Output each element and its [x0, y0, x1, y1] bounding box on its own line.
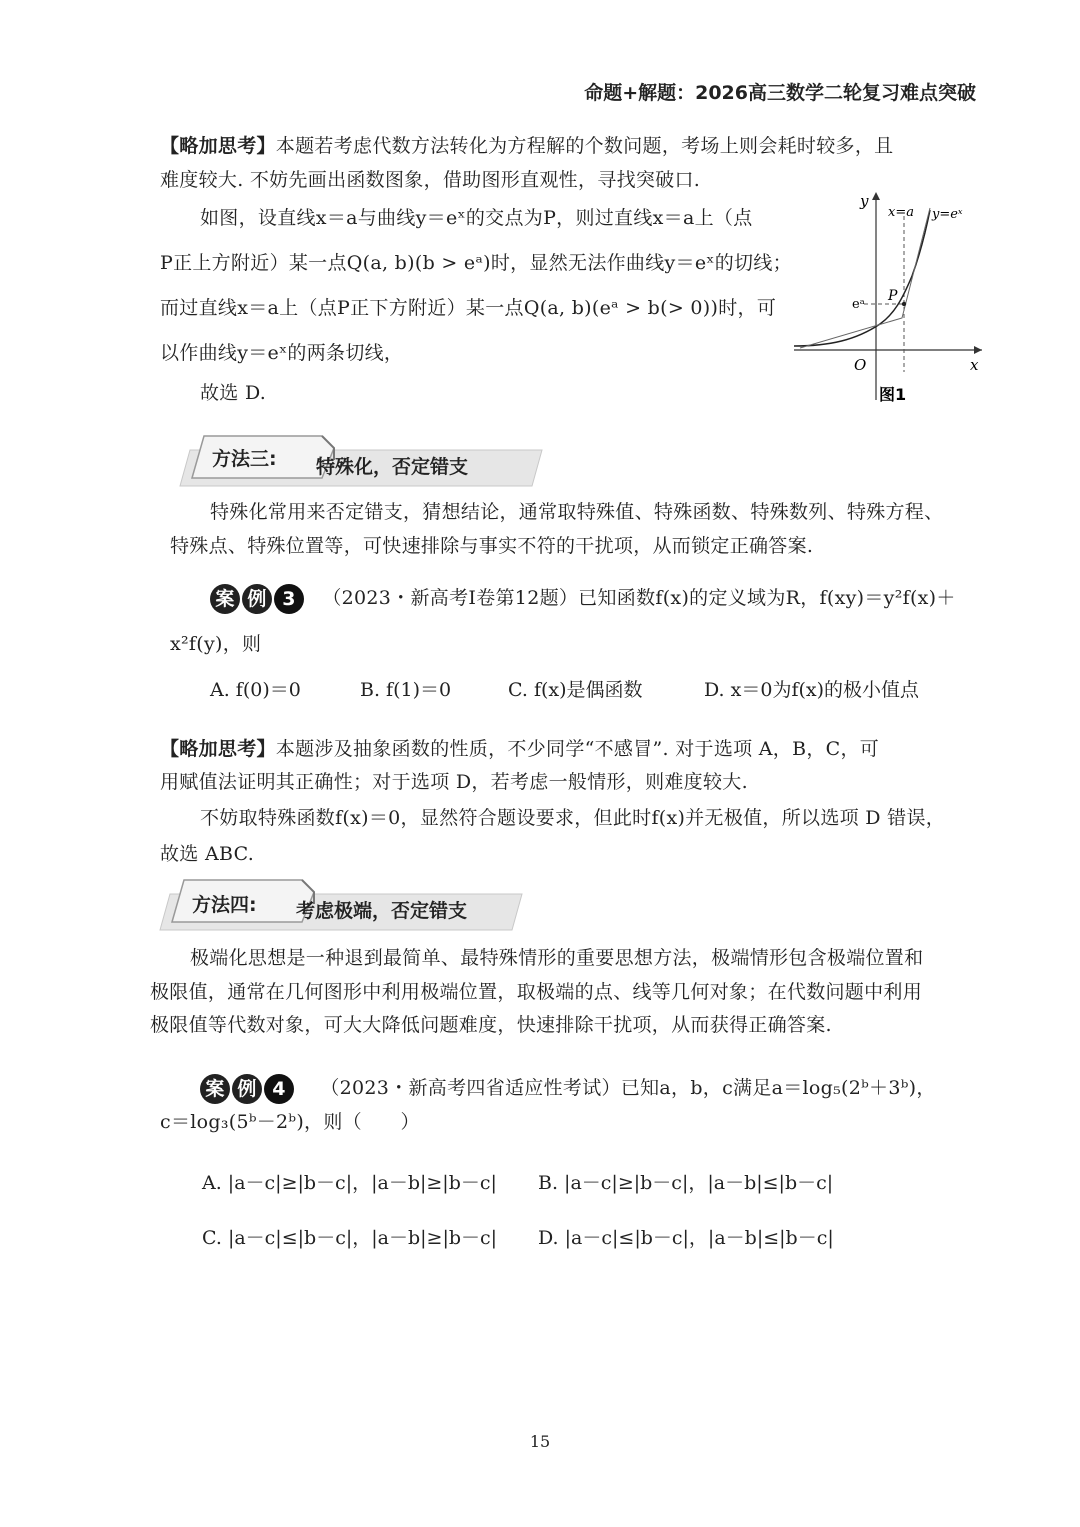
figure-caption: 图1 — [879, 385, 907, 404]
method-4-paragraph-2: 极限值，通常在几何图形中利用极端位置，取极端的点、线等几何对象；在代数问题中利用 — [150, 981, 923, 1003]
x-axis-arrow — [974, 346, 982, 354]
exp-curve-graph — [790, 190, 990, 410]
analysis-line-3: 而过直线x＝a上（点P正下方附近）某一点Q(a, b)(eᵃ > b(> 0))时，可 — [160, 297, 777, 319]
method-4-paragraph-3: 极限值等代数对象，可大大降低问题难度，快速排除干扰项，从而获得正确答案. — [150, 1014, 832, 1036]
think-line-1: 本题若考虑代数方法转化为方程解的个数问题，考场上则会耗时较多，且 — [275, 135, 894, 157]
running-header: 命题+解题：2026高三数学二轮复习难点突破 — [584, 82, 976, 104]
answer-line-1: 故选 D. — [200, 382, 267, 404]
method-3-title: 特殊化，否定错支 — [316, 456, 469, 478]
case-3-option-a: A. f(0)＝0 — [210, 679, 301, 701]
case-3-line-1 — [210, 584, 956, 614]
method-4-title: 考虑极端，否定错支 — [296, 900, 468, 922]
case-4-option-c: C. |a－c|≤|b－c|，|a－b|≥|b－c| — [202, 1227, 498, 1249]
method-3-label: 方法三: — [212, 448, 277, 470]
think-tag-2: 【略加思考】 — [160, 738, 276, 760]
case-3-stem: （2023・新高考Ⅰ卷第12题）已知函数f(x)的定义域为R，f(xy)＝y²f(x)＋ — [322, 587, 956, 609]
case-4-line-1 — [200, 1074, 936, 1104]
exp-curve — [794, 210, 930, 346]
think-paragraph-1 — [160, 134, 893, 158]
case-3-option-b: B. f(1)＝0 — [360, 679, 452, 701]
figure-1 — [790, 190, 990, 410]
case-3-badge: 案 例 3 — [210, 584, 306, 614]
think-line-2: 难度较大. 不妨先画出函数图象，借助图形直观性，寻找突破口. — [160, 169, 701, 191]
think-paragraph-2 — [160, 737, 879, 761]
analysis-line-2: P正上方附近）某一点Q(a, b)(b > eᵃ)时，显然无法作曲线y＝eˣ的切线； — [160, 252, 792, 274]
think2-line-1: 本题涉及抽象函数的性质，不少同学“不感冒”. 对于选项 A，B，C，可 — [275, 738, 880, 760]
case-3-line-2: x²f(y)，则 — [170, 633, 262, 655]
method-3-paragraph-2: 特殊点、特殊位置等，可快速排除与事实不符的干扰项，从而锁定正确答案. — [170, 535, 814, 557]
case-4-line-2: c＝log₃(5ᵇ－2ᵇ)，则（ ） — [160, 1111, 420, 1133]
analysis-line-4: 以作曲线y＝eˣ的两条切线， — [160, 342, 404, 364]
curve-label: y=eˣ — [932, 207, 963, 222]
think-tag: 【略加思考】 — [160, 135, 276, 157]
origin-label: O — [854, 356, 867, 374]
method-4-paragraph-1: 极端化思想是一种退到最简单、最特殊情形的重要思想方法，极端情形包含极端位置和 — [190, 947, 924, 969]
case-4-option-a: A. |a－c|≥|b－c|，|a－b|≥|b－c| — [202, 1172, 497, 1194]
case-3-option-c: C. f(x)是偶函数 — [508, 679, 643, 701]
point-p-label: P — [888, 288, 898, 304]
think2-line-3: 不妨取特殊函数f(x)＝0，显然符合题设要求，但此时f(x)并无极值，所以选项 D 错误， — [200, 807, 946, 829]
line-label: x=a — [888, 205, 914, 220]
y-axis-arrow — [872, 192, 880, 200]
method-4-label: 方法四: — [192, 894, 257, 916]
case-4-badge: 案 例 4 — [200, 1074, 296, 1104]
case-4-option-b: B. |a－c|≥|b－c|，|a－b|≤|b－c| — [538, 1172, 834, 1194]
ea-label: eᵃ — [852, 297, 865, 312]
case-4-stem: （2023・新高考四省适应性考试）已知a，b，c满足a＝log₅(2ᵇ＋3ᵇ)， — [320, 1077, 936, 1099]
x-axis-label: x — [970, 356, 979, 374]
think2-line-2: 用赋值法证明其正确性；对于选项 D，若考虑一般情形，则难度较大. — [160, 771, 748, 793]
think2-line-4: 故选 ABC. — [160, 843, 255, 865]
case-4-option-d: D. |a－c|≤|b－c|，|a－b|≤|b－c| — [538, 1227, 834, 1249]
page-number: 15 — [529, 1432, 551, 1451]
y-axis-label: y — [860, 192, 869, 210]
case-3-option-d: D. x＝0为f(x)的极小值点 — [704, 679, 920, 701]
method-4-banner — [150, 874, 530, 934]
method-3-paragraph-1: 特殊化常用来否定错支，猜想结论，通常取特殊值、特殊函数、特殊数列、特殊方程、 — [210, 501, 944, 523]
method-3-banner — [170, 430, 550, 490]
analysis-line-1: 如图，设直线x＝a与曲线y＝eˣ的交点为P，则过直线x＝a上（点 — [200, 207, 753, 229]
point-p-marker — [902, 302, 906, 306]
